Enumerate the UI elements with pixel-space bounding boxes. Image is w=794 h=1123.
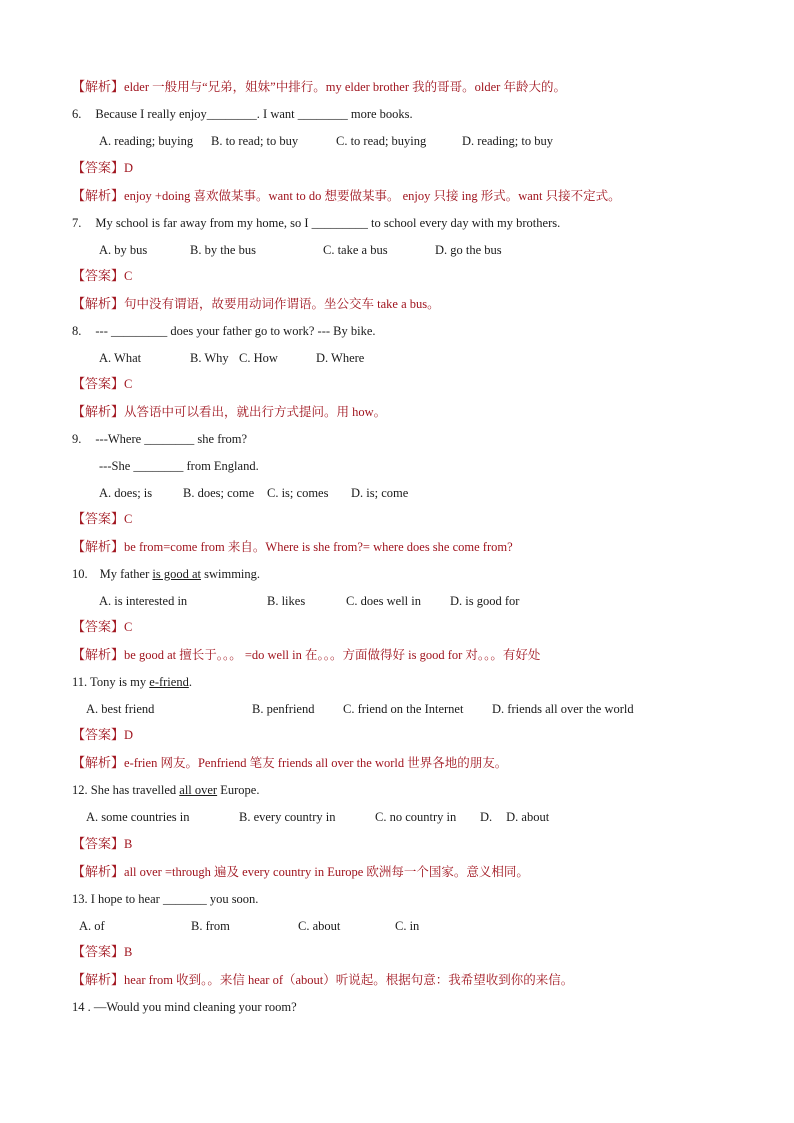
option-b: B. likes <box>267 594 306 608</box>
question-stem <box>72 215 560 231</box>
question-text: 14 . —Would you mind cleaning your room? <box>72 1000 297 1014</box>
option-b: B. Why <box>190 351 229 365</box>
answer-value: C <box>124 512 133 526</box>
question-stem <box>72 431 247 447</box>
analysis-tag: 【解析】 <box>72 540 125 555</box>
answer-tag: 【答案】 <box>72 377 125 392</box>
analysis-tag: 【解析】 <box>72 648 125 663</box>
analysis-text: elder 一般用与“兄弟，姐妹”中排行。my elder brother 我的哥哥。older 年龄大的。 <box>124 80 566 94</box>
answer-line <box>72 944 132 961</box>
option-d: D. is; come <box>351 486 409 500</box>
answer-line <box>72 619 132 636</box>
option-a: A. What <box>99 351 142 365</box>
answer-value: D <box>124 161 134 175</box>
analysis-text: e-frien 网友。Penfriend 笔友 friends all over the world 世界各地的朋友。 <box>124 756 508 770</box>
answer-tag: 【答案】 <box>72 161 125 176</box>
analysis-line <box>72 972 573 989</box>
option-c: C. no country in <box>375 810 457 824</box>
underlined-phrase: all over <box>179 783 218 797</box>
question-text: 12. She has travelled <box>72 783 180 797</box>
answer-line <box>72 376 132 393</box>
question-stem <box>72 891 258 907</box>
analysis-line <box>72 296 440 313</box>
option-a: A. does; is <box>99 486 153 500</box>
answer-value: C <box>124 620 133 634</box>
answer-value: B <box>124 945 133 959</box>
analysis-text: be from=come from 来自。Where is she from?= where does she come from? <box>124 540 513 554</box>
analysis-tag: 【解析】 <box>72 297 125 312</box>
analysis-tag: 【解析】 <box>72 80 125 95</box>
answer-line <box>72 160 133 177</box>
option-b: B. to read; to buy <box>211 134 299 148</box>
answer-line <box>72 268 132 285</box>
analysis-line <box>72 404 386 421</box>
question-stem <box>72 999 297 1015</box>
option-d: C. in <box>395 919 420 933</box>
option-b: B. from <box>191 919 230 933</box>
question-stem <box>72 782 259 798</box>
answer-tag: 【答案】 <box>72 728 125 743</box>
answer-tag: 【答案】 <box>72 945 125 960</box>
option-d: D. go the bus <box>435 243 502 257</box>
option-a: A. by bus <box>99 243 148 257</box>
underlined-phrase: is good at <box>152 567 201 581</box>
option-d: D. Where <box>316 351 365 365</box>
question-text: 11. Tony is my <box>72 675 150 689</box>
question-text: ---Where ________ she from? <box>95 432 248 446</box>
analysis-tag: 【解析】 <box>72 756 125 771</box>
question-stem <box>72 674 192 690</box>
question-number: 9. <box>72 432 82 446</box>
question-number: 8. <box>72 324 82 338</box>
analysis-line <box>72 864 529 881</box>
option-c: C. to read; buying <box>336 134 427 148</box>
analysis-tag: 【解析】 <box>72 865 125 880</box>
question-text: My school is far away from my home, so I _________ to school every day with my brothers. <box>95 216 561 230</box>
analysis-tag: 【解析】 <box>72 973 125 988</box>
question-stem-line2 <box>99 458 259 474</box>
question-stem <box>72 106 413 122</box>
option-c: C. How <box>239 351 278 365</box>
option-a: A. is interested in <box>99 594 188 608</box>
answer-value: B <box>124 837 133 851</box>
underlined-phrase: e-friend <box>149 675 189 689</box>
analysis-line <box>72 755 507 772</box>
answer-tag: 【答案】 <box>72 512 125 527</box>
analysis-text: 句中没有谓语，故要用动词作谓语。坐公交车 take a bus。 <box>124 297 440 311</box>
option-c: C. about <box>298 919 341 933</box>
answer-value: C <box>124 269 133 283</box>
answer-line <box>72 511 132 528</box>
option-a: A. best friend <box>86 702 155 716</box>
answer-tag: 【答案】 <box>72 837 125 852</box>
question-text: My father <box>99 567 153 581</box>
question-text: --- _________ does your father go to work? --- By bike. <box>95 324 376 338</box>
option-c: C. is; comes <box>267 486 329 500</box>
analysis-line <box>72 188 621 205</box>
answer-line <box>72 727 133 744</box>
question-text: . <box>188 675 192 689</box>
option-a: A. of <box>79 919 105 933</box>
analysis-line <box>72 79 566 96</box>
question-number: 10. <box>72 567 88 581</box>
question-stem <box>72 566 260 582</box>
analysis-tag: 【解析】 <box>72 189 125 204</box>
analysis-tag: 【解析】 <box>72 405 125 420</box>
option-a: A. some countries in <box>86 810 190 824</box>
option-b: B. every country in <box>239 810 336 824</box>
option-d-text: D. about <box>506 810 550 824</box>
option-b: B. by the bus <box>190 243 256 257</box>
analysis-text: be good at 擅长于。。。 =do well in 在。。。方面做得好 is good for 对。。。有好处 <box>124 648 541 662</box>
option-d: D. reading; to buy <box>462 134 553 148</box>
answer-tag: 【答案】 <box>72 620 125 635</box>
option-d: D. is good for <box>450 594 520 608</box>
analysis-text: enjoy +doing 喜欢做某事。want to do 想要做某事。 enjoy 只接 ing 形式。want 只接不定式。 <box>124 189 621 203</box>
option-c: C. take a bus <box>323 243 388 257</box>
option-d: D. friends all over the world <box>492 702 634 716</box>
option-b: B. penfriend <box>252 702 315 716</box>
answer-tag: 【答案】 <box>72 269 125 284</box>
answer-value: D <box>124 728 134 742</box>
answer-value: C <box>124 377 133 391</box>
question-number: 6. <box>72 107 82 121</box>
option-c: C. does well in <box>346 594 421 608</box>
question-stem <box>72 323 376 339</box>
question-text: 13. I hope to hear _______ you soon. <box>72 892 259 906</box>
analysis-line <box>72 647 540 664</box>
option-d: D. D. about <box>480 810 550 824</box>
answer-line <box>72 836 132 853</box>
question-text: ---She ________ from England. <box>99 459 259 473</box>
option-a: A. reading; buying <box>99 134 194 148</box>
question-text: swimming. <box>201 567 261 581</box>
question-text: Because I really enjoy________. I want ________ more books. <box>95 107 413 121</box>
analysis-text: hear from 收到。。来信 hear of（about）听说起。根据句意：我希望收到你的来信。 <box>124 973 574 987</box>
question-text: Europe. <box>217 783 260 797</box>
analysis-line <box>72 539 513 556</box>
option-c: C. friend on the Internet <box>343 702 464 716</box>
option-b: B. does; come <box>183 486 255 500</box>
question-number: 7. <box>72 216 82 230</box>
analysis-text: 从答语中可以看出，就出行方式提问。用 how。 <box>124 405 387 419</box>
analysis-text: all over =through 遍及 every country in Europe 欧洲每一个国家。意义相同。 <box>124 865 529 879</box>
